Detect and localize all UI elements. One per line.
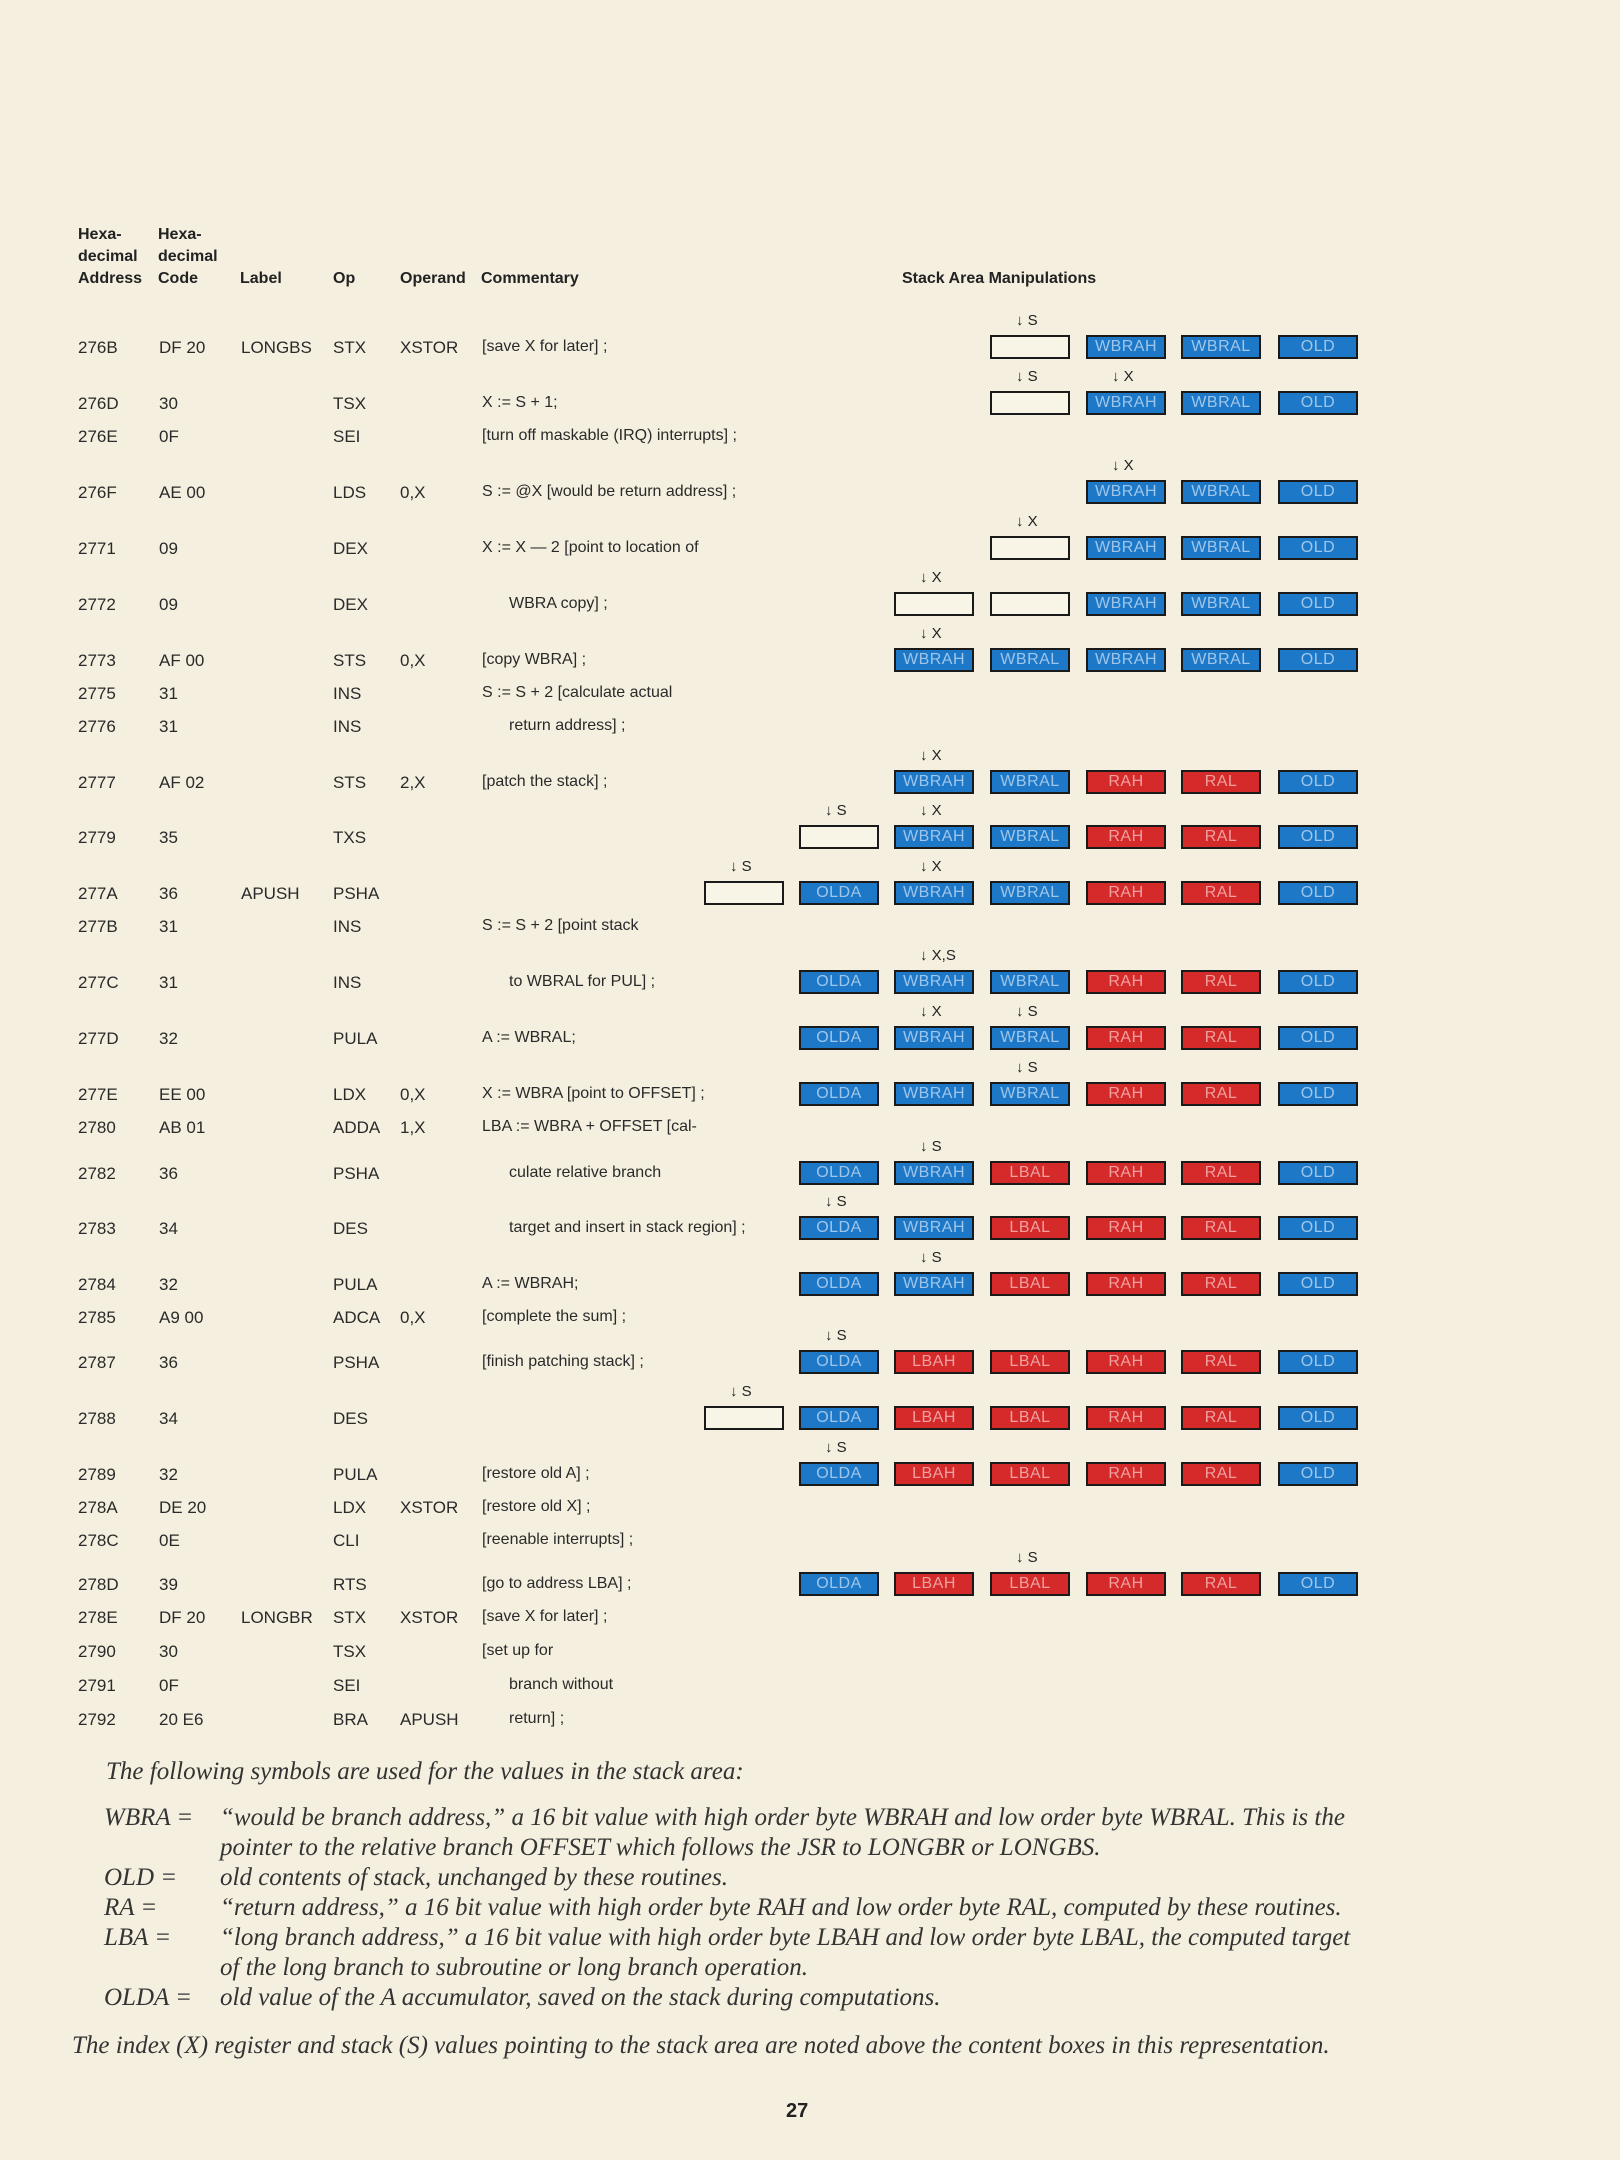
stack-cell: RAH [1086, 1082, 1166, 1106]
stack-cell: OLD [1278, 391, 1358, 415]
stack-cell: LBAL [990, 1462, 1070, 1486]
row-code: DF 20 [159, 338, 206, 357]
legend-term: RA = [104, 1894, 158, 1921]
stack-cell: OLD [1278, 881, 1358, 905]
row-code: AB 01 [159, 1118, 206, 1137]
legend-definition: of the long branch to subroutine or long branch operation. [220, 1954, 808, 1981]
row-code: 0F [159, 1676, 179, 1695]
stack-cell: RAL [1181, 1462, 1261, 1486]
row-address: 2789 [78, 1465, 116, 1484]
row-code: A9 00 [159, 1308, 204, 1327]
stack-cell-empty [704, 881, 784, 905]
legend-definition: “would be branch address,” a 16 bit value with high order byte WBRAH and low order byte WBRAL. This is the [220, 1804, 1345, 1831]
stack-pointer-marker: ↓ S [1016, 1003, 1038, 1020]
row-address: 2790 [78, 1642, 116, 1661]
row-commentary: [complete the sum] ; [482, 1308, 627, 1325]
row-code: 20 E6 [159, 1710, 204, 1729]
row-commentary: X := WBRA [point to OFFSET] ; [482, 1085, 705, 1102]
row-address: 278D [78, 1575, 119, 1594]
stack-pointer-marker: ↓ X [920, 569, 942, 586]
row-op: LDX [333, 1498, 367, 1517]
row-op: PULA [333, 1465, 378, 1484]
stack-cell: WBRAH [894, 1161, 974, 1185]
stack-cell: LBAL [990, 1161, 1070, 1185]
stack-cell: OLDA [799, 881, 879, 905]
stack-cell: LBAL [990, 1216, 1070, 1240]
stack-cell: RAH [1086, 1216, 1166, 1240]
row-commentary: [finish patching stack] ; [482, 1353, 644, 1370]
stack-cell: OLD [1278, 1572, 1358, 1596]
stack-cell: LBAL [990, 1272, 1070, 1296]
row-commentary: A := WBRAL; [482, 1029, 576, 1046]
row-code: DE 20 [159, 1498, 207, 1517]
row-label: LONGBS [241, 338, 312, 357]
stack-cell: WBRAH [1086, 391, 1166, 415]
stack-cell: WBRAH [894, 770, 974, 794]
row-address: 2775 [78, 684, 116, 703]
row-code: 09 [159, 595, 178, 614]
row-code: DF 20 [159, 1608, 206, 1627]
header-op: Op [333, 270, 356, 287]
row-commentary: to WBRAL for PUL] ; [509, 973, 656, 990]
row-operand: 0,X [400, 1308, 426, 1327]
row-op: PSHA [333, 1353, 380, 1372]
stack-pointer-marker: ↓ S [920, 1249, 942, 1266]
row-op: INS [333, 973, 362, 992]
row-commentary: A := WBRAH; [482, 1275, 579, 1292]
row-address: 277E [78, 1085, 118, 1104]
stack-pointer-marker: ↓ S [1016, 368, 1038, 385]
stack-cell: WBRAL [1181, 536, 1261, 560]
row-op: BRA [333, 1710, 368, 1729]
stack-cell: RAL [1181, 1026, 1261, 1050]
row-operand: 2,X [400, 773, 426, 792]
row-op: DEX [333, 539, 368, 558]
stack-cell: WBRAH [1086, 592, 1166, 616]
stack-pointer-marker: ↓ S [920, 1138, 942, 1155]
row-commentary: [restore old A] ; [482, 1465, 590, 1482]
stack-cell: RAL [1181, 1082, 1261, 1106]
stack-cell: WBRAL [990, 1082, 1070, 1106]
stack-cell: WBRAL [990, 825, 1070, 849]
row-address: 2785 [78, 1308, 116, 1327]
stack-cell: WBRAL [1181, 480, 1261, 504]
stack-cell: RAH [1086, 770, 1166, 794]
row-address: 276F [78, 483, 117, 502]
stack-cell: OLD [1278, 1216, 1358, 1240]
legend-term: LBA = [104, 1924, 172, 1951]
stack-pointer-marker: ↓ X,S [920, 947, 956, 964]
stack-cell: WBRAH [894, 648, 974, 672]
stack-pointer-marker: ↓ X [1112, 368, 1134, 385]
row-address: 2792 [78, 1710, 116, 1729]
stack-cell-empty [894, 592, 974, 616]
row-commentary: [save X for later] ; [482, 1608, 608, 1625]
legend-term: OLDA = [104, 1984, 192, 2011]
row-commentary: X := X — 2 [point to location of [482, 539, 699, 556]
stack-cell: RAH [1086, 1406, 1166, 1430]
stack-cell: WBRAL [1181, 391, 1261, 415]
row-address: 2779 [78, 828, 116, 847]
row-address: 277D [78, 1029, 119, 1048]
row-code: 32 [159, 1465, 178, 1484]
legend-definition: pointer to the relative branch OFFSET which follows the JSR to LONGBR or LONGBS. [220, 1834, 1101, 1861]
stack-cell: OLD [1278, 825, 1358, 849]
row-op: PSHA [333, 1164, 380, 1183]
row-address: 2777 [78, 773, 116, 792]
stack-cell: WBRAH [1086, 480, 1166, 504]
stack-pointer-marker: ↓ X [1112, 457, 1134, 474]
row-commentary: X := S + 1; [482, 394, 558, 411]
stack-cell: RAL [1181, 1572, 1261, 1596]
stack-cell: RAL [1181, 770, 1261, 794]
stack-cell: WBRAH [894, 1216, 974, 1240]
row-op: PULA [333, 1029, 378, 1048]
header-address: Hexa- decimal Address [78, 226, 143, 287]
stack-cell-empty [990, 335, 1070, 359]
row-code: 31 [159, 684, 178, 703]
stack-cell: RAL [1181, 881, 1261, 905]
stack-pointer-marker: ↓ S [730, 858, 752, 875]
row-op: STS [333, 773, 367, 792]
stack-cell: LBAL [990, 1350, 1070, 1374]
header-label: Label [240, 270, 282, 287]
row-address: 276E [78, 427, 118, 446]
stack-cell: OLD [1278, 770, 1358, 794]
row-code: EE 00 [159, 1085, 206, 1104]
stack-cell: WBRAH [1086, 536, 1166, 560]
stack-pointer-marker: ↓ S [825, 1193, 847, 1210]
legend-definition: old contents of stack, unchanged by these routines. [220, 1864, 728, 1891]
row-commentary: WBRA copy] ; [509, 595, 608, 612]
row-address: 276D [78, 394, 119, 413]
row-code: 30 [159, 1642, 178, 1661]
row-code: 30 [159, 394, 178, 413]
row-code: 34 [159, 1219, 178, 1238]
row-address: 2787 [78, 1353, 116, 1372]
stack-pointer-marker: ↓ S [825, 1439, 847, 1456]
row-op: INS [333, 684, 362, 703]
stack-cell: LBAL [990, 1406, 1070, 1430]
stack-cell: OLD [1278, 335, 1358, 359]
row-code: 31 [159, 717, 178, 736]
stack-cell: WBRAH [1086, 648, 1166, 672]
stack-pointer-marker: ↓ S [730, 1383, 752, 1400]
stack-cell: OLD [1278, 1082, 1358, 1106]
row-op: STX [333, 1608, 367, 1627]
row-op: INS [333, 717, 362, 736]
row-op: TSX [333, 1642, 367, 1661]
stack-cell: OLD [1278, 1026, 1358, 1050]
stack-pointer-marker: ↓ S [1016, 1059, 1038, 1076]
row-op: CLI [333, 1531, 360, 1550]
stack-cell-empty [704, 1406, 784, 1430]
row-address: 2780 [78, 1118, 116, 1137]
row-address: 276B [78, 338, 118, 357]
row-commentary: S := S + 2 [calculate actual [482, 684, 673, 701]
row-address: 278E [78, 1608, 118, 1627]
stack-cell: OLD [1278, 536, 1358, 560]
row-code: AF 02 [159, 773, 205, 792]
stack-cell: RAL [1181, 1161, 1261, 1185]
page-number: 27 [786, 2100, 809, 2122]
stack-cell: WBRAL [990, 648, 1070, 672]
legend-intro: The following symbols are used for the values in the stack area: [106, 1758, 744, 1785]
stack-cell: OLD [1278, 970, 1358, 994]
stack-pointer-marker: ↓ X [920, 858, 942, 875]
stack-cell: WBRAH [894, 825, 974, 849]
row-commentary: [turn off maskable (IRQ) interrupts] ; [482, 427, 737, 444]
stack-pointer-marker: ↓ S [825, 1327, 847, 1344]
stack-cell: OLDA [799, 1216, 879, 1240]
row-operand: 1,X [400, 1118, 426, 1137]
row-address: 2782 [78, 1164, 116, 1183]
row-commentary: branch without [509, 1676, 614, 1693]
stack-cell: RAH [1086, 825, 1166, 849]
row-code: 39 [159, 1575, 178, 1594]
stack-cell: WBRAH [894, 1026, 974, 1050]
stack-cell: RAL [1181, 1216, 1261, 1240]
stack-cell: WBRAH [894, 881, 974, 905]
row-label: APUSH [241, 884, 300, 903]
stack-cell: OLDA [799, 1272, 879, 1296]
row-address: 277C [78, 973, 119, 992]
stack-cell: LBAH [894, 1572, 974, 1596]
legend-definition: “return address,” a 16 bit value with high order byte RAH and low order byte RAL, computed by these routines. [220, 1894, 1342, 1921]
stack-cell: RAH [1086, 1161, 1166, 1185]
row-op: ADCA [333, 1308, 381, 1327]
stack-cell-empty [799, 825, 879, 849]
row-op: SEI [333, 1676, 361, 1695]
stack-pointer-marker: ↓ S [1016, 312, 1038, 329]
row-code: 09 [159, 539, 178, 558]
stack-pointer-marker: ↓ X [920, 1003, 942, 1020]
row-op: DEX [333, 595, 368, 614]
row-address: 278A [78, 1498, 118, 1517]
row-op: INS [333, 917, 362, 936]
stack-cell: RAH [1086, 1462, 1166, 1486]
stack-cell: RAL [1181, 970, 1261, 994]
row-operand: 0,X [400, 651, 426, 670]
stack-cell: OLDA [799, 1406, 879, 1430]
stack-cell: OLDA [799, 1026, 879, 1050]
row-operand: XSTOR [400, 338, 459, 357]
row-code: AF 00 [159, 651, 205, 670]
row-code: 36 [159, 1353, 178, 1372]
stack-cell: WBRAL [1181, 335, 1261, 359]
row-operand: 0,X [400, 483, 426, 502]
stack-cell-empty [990, 592, 1070, 616]
stack-pointer-marker: ↓ X [920, 747, 942, 764]
row-commentary: [patch the stack] ; [482, 773, 608, 790]
row-code: 32 [159, 1029, 178, 1048]
row-op: LDX [333, 1085, 367, 1104]
stack-cell: WBRAL [990, 770, 1070, 794]
row-code: 31 [159, 917, 178, 936]
stack-cell: WBRAH [894, 970, 974, 994]
row-operand: 0,X [400, 1085, 426, 1104]
row-op: DES [333, 1409, 368, 1428]
row-commentary: [reenable interrupts] ; [482, 1531, 634, 1548]
row-op: TSX [333, 394, 367, 413]
row-op: ADDA [333, 1118, 381, 1137]
legend-term: WBRA = [104, 1804, 194, 1831]
row-op: PSHA [333, 884, 380, 903]
header-code: Hexa- decimal Code [158, 226, 218, 287]
stack-cell-empty [990, 536, 1070, 560]
row-op: SEI [333, 427, 361, 446]
row-commentary: return address] ; [509, 717, 626, 734]
row-code: 36 [159, 884, 178, 903]
stack-cell: OLDA [799, 1350, 879, 1374]
row-address: 2791 [78, 1676, 116, 1695]
row-code: 0E [159, 1531, 180, 1550]
stack-cell: LBAH [894, 1350, 974, 1374]
header-commentary: Commentary [481, 270, 579, 287]
stack-cell: RAL [1181, 1272, 1261, 1296]
row-commentary: return] ; [509, 1710, 565, 1727]
legend-footer: The index (X) register and stack (S) values pointing to the stack area are noted above the content boxes in this representation. [72, 2032, 1330, 2059]
stack-pointer-marker: ↓ S [825, 802, 847, 819]
row-commentary: LBA := WBRA + OFFSET [cal- [482, 1118, 697, 1135]
row-address: 2771 [78, 539, 116, 558]
stack-cell-empty [990, 391, 1070, 415]
row-address: 2776 [78, 717, 116, 736]
row-label: LONGBR [241, 1608, 313, 1627]
row-code: 31 [159, 973, 178, 992]
stack-cell: WBRAL [990, 1026, 1070, 1050]
row-commentary: [restore old X] ; [482, 1498, 591, 1515]
row-op: PULA [333, 1275, 378, 1294]
stack-pointer-marker: ↓ X [920, 802, 942, 819]
stack-cell: WBRAL [990, 970, 1070, 994]
stack-cell: WBRAH [894, 1082, 974, 1106]
row-commentary: culate relative branch [509, 1164, 662, 1181]
row-op: LDS [333, 483, 367, 502]
row-address: 277A [78, 884, 118, 903]
row-address: 2773 [78, 651, 116, 670]
stack-cell: OLD [1278, 1462, 1358, 1486]
stack-cell: WBRAL [1181, 592, 1261, 616]
stack-cell: RAH [1086, 1272, 1166, 1296]
stack-cell: WBRAL [1181, 648, 1261, 672]
row-address: 2784 [78, 1275, 116, 1294]
row-op: TXS [333, 828, 367, 847]
row-code: 0F [159, 427, 179, 446]
stack-cell: OLDA [799, 1462, 879, 1486]
row-address: 2772 [78, 595, 116, 614]
stack-cell: WBRAH [1086, 335, 1166, 359]
row-operand: XSTOR [400, 1498, 459, 1517]
stack-pointer-marker: ↓ X [920, 625, 942, 642]
row-operand: XSTOR [400, 1608, 459, 1627]
stack-cell: RAH [1086, 970, 1166, 994]
row-op: STS [333, 651, 367, 670]
row-address: 278C [78, 1531, 119, 1550]
row-code: 34 [159, 1409, 178, 1428]
stack-cell: WBRAL [990, 881, 1070, 905]
stack-cell: RAL [1181, 825, 1261, 849]
row-commentary: [go to address LBA] ; [482, 1575, 632, 1592]
stack-cell: RAL [1181, 1406, 1261, 1430]
stack-cell: OLDA [799, 1161, 879, 1185]
stack-cell: LBAL [990, 1572, 1070, 1596]
stack-cell: OLDA [799, 970, 879, 994]
stack-cell: OLD [1278, 1161, 1358, 1185]
stack-cell: LBAH [894, 1462, 974, 1486]
legend-definition: “long branch address,” a 16 bit value with high order byte LBAH and low order byte LBAL, the computed target [220, 1924, 1351, 1951]
stack-pointer-marker: ↓ S [1016, 1549, 1038, 1566]
row-address: 2788 [78, 1409, 116, 1428]
stack-cell: OLDA [799, 1572, 879, 1596]
stack-cell: RAH [1086, 881, 1166, 905]
row-code: 36 [159, 1164, 178, 1183]
row-code: 35 [159, 828, 178, 847]
stack-cell: LBAH [894, 1406, 974, 1430]
legend-term: OLD = [104, 1864, 178, 1891]
row-op: RTS [333, 1575, 367, 1594]
stack-cell: RAH [1086, 1572, 1166, 1596]
stack-cell: RAH [1086, 1026, 1166, 1050]
header-operand: Operand [400, 270, 466, 287]
row-op: DES [333, 1219, 368, 1238]
row-commentary: [save X for later] ; [482, 338, 608, 355]
row-code: 32 [159, 1275, 178, 1294]
row-commentary: S := @X [would be return address] ; [482, 483, 737, 500]
stack-pointer-marker: ↓ X [1016, 513, 1038, 530]
legend-definition: old value of the A accumulator, saved on the stack during computations. [220, 1984, 941, 2011]
stack-cell: OLD [1278, 480, 1358, 504]
row-op: STX [333, 338, 367, 357]
row-address: 2783 [78, 1219, 116, 1238]
stack-cell: OLD [1278, 648, 1358, 672]
row-commentary: [copy WBRA] ; [482, 651, 587, 668]
row-code: AE 00 [159, 483, 206, 502]
row-commentary: S := S + 2 [point stack [482, 917, 639, 934]
header-stack-area: Stack Area Manipulations [902, 270, 1097, 287]
stack-cell: OLD [1278, 1272, 1358, 1296]
stack-cell: OLD [1278, 1350, 1358, 1374]
stack-cell: OLD [1278, 1406, 1358, 1430]
stack-cell: RAH [1086, 1350, 1166, 1374]
stack-cell: WBRAH [894, 1272, 974, 1296]
stack-cell: RAL [1181, 1350, 1261, 1374]
row-commentary: [set up for [482, 1642, 554, 1659]
row-address: 277B [78, 917, 118, 936]
row-commentary: target and insert in stack region] ; [509, 1219, 746, 1236]
stack-cell: OLD [1278, 592, 1358, 616]
stack-cell: OLDA [799, 1082, 879, 1106]
row-operand: APUSH [400, 1710, 459, 1729]
